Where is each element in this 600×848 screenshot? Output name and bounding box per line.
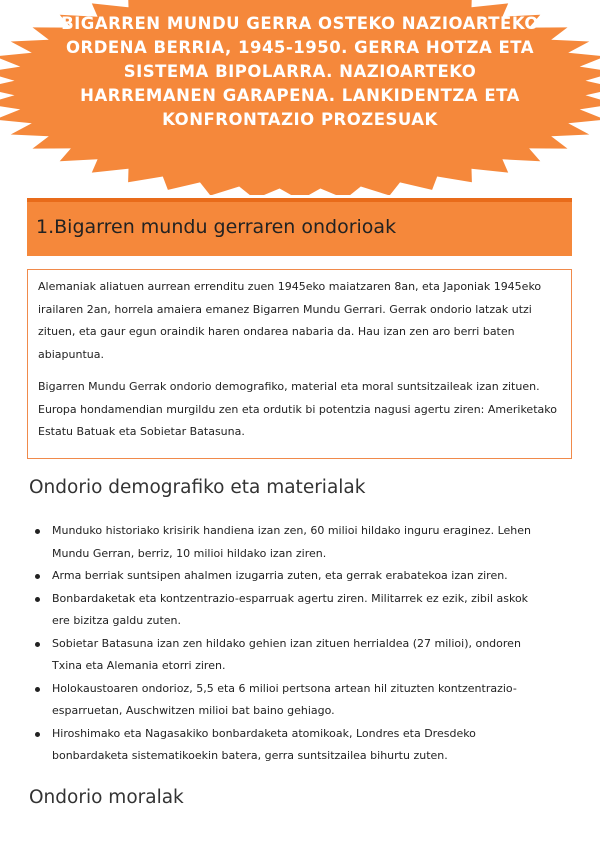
bullet-icon (35, 687, 40, 692)
bullet-icon (35, 732, 40, 737)
list-item (35, 565, 545, 588)
section-title: 1.Bigarren mundu gerraren ondorioak (36, 216, 397, 238)
list-item-text: Arma berriak suntsipen ahalmen izugarria zuten, eta gerrak erabatekoa izan ziren. (52, 569, 508, 582)
intro-paragraph-1: Alemaniak aliatuen aurrean errenditu zuen 1945eko maiatzaren 8an, eta Japoniak 1945eko irailaren 2an, horrela amaiera emanez Bigarren Mundu Gerrari. Gerrak ondorio latzak utzi zituen, eta gaur egun oraindik haren ondarea nabaria da. Hau izan zen aro berri baten abiapuntua. (38, 280, 542, 361)
bullet-icon (35, 574, 40, 579)
bullet-icon (35, 529, 40, 534)
intro-box (27, 269, 572, 459)
demographic-list (35, 520, 545, 768)
list-item (35, 633, 545, 678)
section-header-bar (27, 198, 572, 256)
list-item-text: Munduko historiako krisirik handiena izan zen, 60 milioi hildako inguru eraginez. Lehen Mundu Gerran, berriz, 10 milioi hildako izan ziren. (52, 524, 531, 560)
list-item-text: Holokaustoaren ondorioz, 5,5 eta 6 milioi pertsona artean hil zituzten kontzentrazio-esparruetan, Auschwitzen milioi bat baino gehiago. (52, 681, 517, 717)
list-item-text: Bonbardaketak eta kontzentrazio-esparruak agertu ziren. Militarrek ez ezik, zibil askok ere bizitza galdu zuten. (52, 591, 529, 627)
demographic-heading: Ondorio demografiko eta materialak (29, 477, 366, 498)
bullet-icon (35, 597, 40, 602)
list-item-text: Sobietar Batasuna izan zen hildako gehien izan zituen herrialdea (27 milioi), ondoren Txina eta Alemania etorri ziren. (52, 636, 521, 672)
list-item (35, 723, 545, 768)
list-item (35, 520, 545, 565)
intro-paragraph-2: Bigarren Mundu Gerrak ondorio demografiko, material eta moral suntsitzaileak izan zituen. Europa hondamendian murgildu zen eta ordutik bi potentzia nagusi agertu ziren: Ameriketako Estatu Batuak eta Sobietar Batasuna. (38, 380, 557, 438)
document-title: BIGARREN MUNDU GERRA OSTEKO NAZIOARTEKO ORDENA BERRIA, 1945-1950. GERRA HOTZA ETA SISTEMA BIPOLARRA. NAZIOARTEKO HARREMANEN GARAPENA. LANKIDENTZA ETA KONFRONTAZIO PROZESUAK (61, 14, 539, 129)
bullet-icon (35, 642, 40, 647)
moral-heading: Ondorio moralak (29, 787, 184, 808)
list-item (35, 678, 545, 723)
list-item-text: Hiroshimako eta Nagasakiko bonbardaketa atomikoak, Londres eta Dresdeko bonbardaketa sistematikoekin batera, gerra suntsitzailea bihurtu zuten. (52, 726, 476, 762)
list-item (35, 588, 545, 633)
